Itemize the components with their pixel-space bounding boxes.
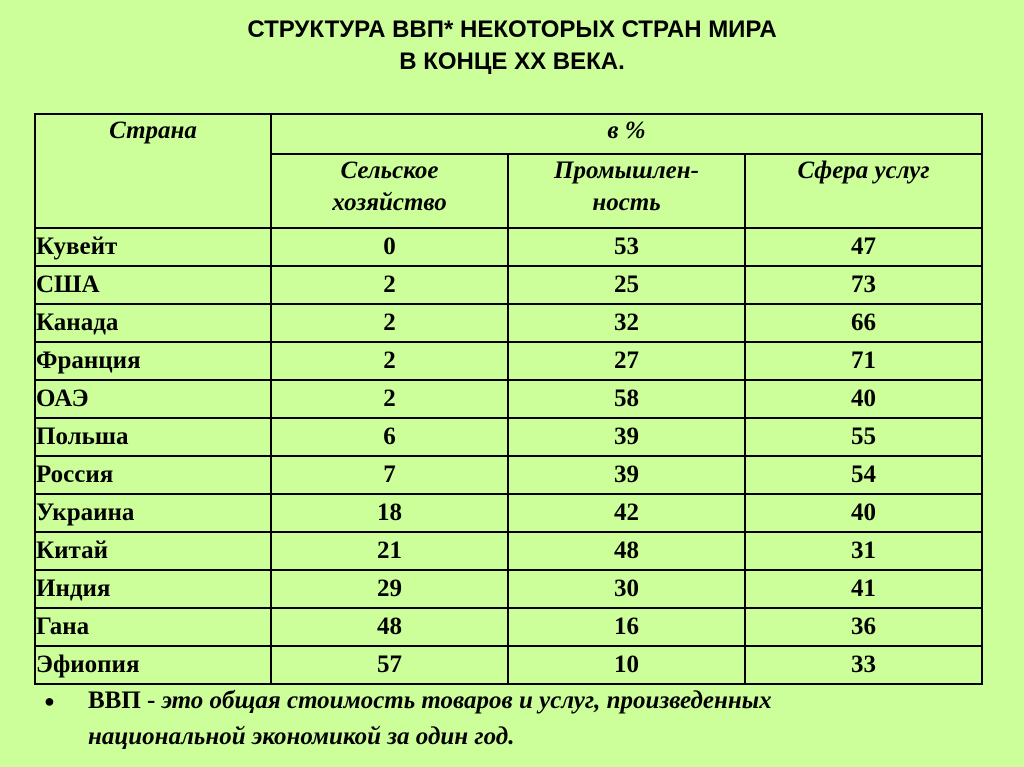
cell-services: 47: [745, 228, 982, 266]
cell-services: 66: [745, 304, 982, 342]
cell-industry: 39: [508, 456, 745, 494]
footnote-term: ВВП -: [88, 687, 162, 714]
cell-industry: 27: [508, 342, 745, 380]
cell-industry: 48: [508, 532, 745, 570]
header-agriculture-line-2: хозяйство: [332, 189, 447, 216]
table-row: [35, 228, 982, 266]
footnote-definition-line-1: это общая стоимость товаров и услуг, произведенных: [161, 687, 772, 714]
table-row: [35, 380, 982, 418]
cell-country: Польша: [35, 418, 271, 456]
header-agriculture: [271, 154, 508, 228]
cell-country: Индия: [35, 570, 271, 608]
footnote: [40, 683, 1000, 755]
cell-services: 40: [745, 494, 982, 532]
table-row: [35, 532, 982, 570]
table-row: [35, 418, 982, 456]
cell-country: Эфиопия: [35, 646, 271, 684]
table-row: [35, 494, 982, 532]
cell-services: 33: [745, 646, 982, 684]
cell-industry: 30: [508, 570, 745, 608]
cell-agriculture: 7: [271, 456, 508, 494]
footnote-line-1: [88, 683, 1000, 719]
title-line-2: В КОНЦЕ XX ВЕКА.: [399, 48, 625, 75]
cell-country: Россия: [35, 456, 271, 494]
table-row: [35, 304, 982, 342]
cell-agriculture: 0: [271, 228, 508, 266]
cell-country: Канада: [35, 304, 271, 342]
table-row: [35, 570, 982, 608]
footnote-definition-line-2: национальной экономикой за один год.: [88, 723, 515, 750]
table-row: [35, 608, 982, 646]
cell-agriculture: 48: [271, 608, 508, 646]
cell-agriculture: 2: [271, 266, 508, 304]
header-agriculture-line-1: Сельское: [340, 157, 439, 184]
gdp-structure-table: [34, 113, 983, 685]
cell-industry: 32: [508, 304, 745, 342]
table-row: [35, 342, 982, 380]
cell-agriculture: 6: [271, 418, 508, 456]
header-industry-line-2: ность: [592, 189, 661, 216]
cell-services: 41: [745, 570, 982, 608]
header-country: Страна: [35, 114, 271, 228]
cell-country: Китай: [35, 532, 271, 570]
page-title: [0, 14, 1024, 78]
cell-country: США: [35, 266, 271, 304]
cell-agriculture: 2: [271, 304, 508, 342]
table-row: [35, 646, 982, 684]
cell-industry: 53: [508, 228, 745, 266]
cell-country: Франция: [35, 342, 271, 380]
cell-agriculture: 57: [271, 646, 508, 684]
bullet-icon: ●: [44, 691, 55, 711]
cell-country: Кувейт: [35, 228, 271, 266]
header-services: Сфера услуг: [745, 154, 982, 228]
cell-services: 40: [745, 380, 982, 418]
header-industry-line-1: Промышлен-: [554, 157, 699, 184]
cell-agriculture: 29: [271, 570, 508, 608]
cell-industry: 10: [508, 646, 745, 684]
header-percent: в %: [271, 114, 982, 154]
cell-services: 36: [745, 608, 982, 646]
header-industry: [508, 154, 745, 228]
cell-industry: 16: [508, 608, 745, 646]
cell-services: 73: [745, 266, 982, 304]
cell-agriculture: 21: [271, 532, 508, 570]
title-line-1: СТРУКТУРА ВВП* НЕКОТОРЫХ СТРАН МИРА: [247, 16, 777, 43]
cell-agriculture: 2: [271, 342, 508, 380]
table-body: [35, 228, 982, 684]
cell-country: Украина: [35, 494, 271, 532]
cell-agriculture: 2: [271, 380, 508, 418]
cell-country: ОАЭ: [35, 380, 271, 418]
cell-services: 54: [745, 456, 982, 494]
table-row: [35, 456, 982, 494]
cell-services: 55: [745, 418, 982, 456]
cell-industry: 39: [508, 418, 745, 456]
cell-country: Гана: [35, 608, 271, 646]
cell-services: 31: [745, 532, 982, 570]
cell-agriculture: 18: [271, 494, 508, 532]
cell-industry: 25: [508, 266, 745, 304]
table-row: [35, 266, 982, 304]
cell-services: 71: [745, 342, 982, 380]
cell-industry: 42: [508, 494, 745, 532]
cell-industry: 58: [508, 380, 745, 418]
